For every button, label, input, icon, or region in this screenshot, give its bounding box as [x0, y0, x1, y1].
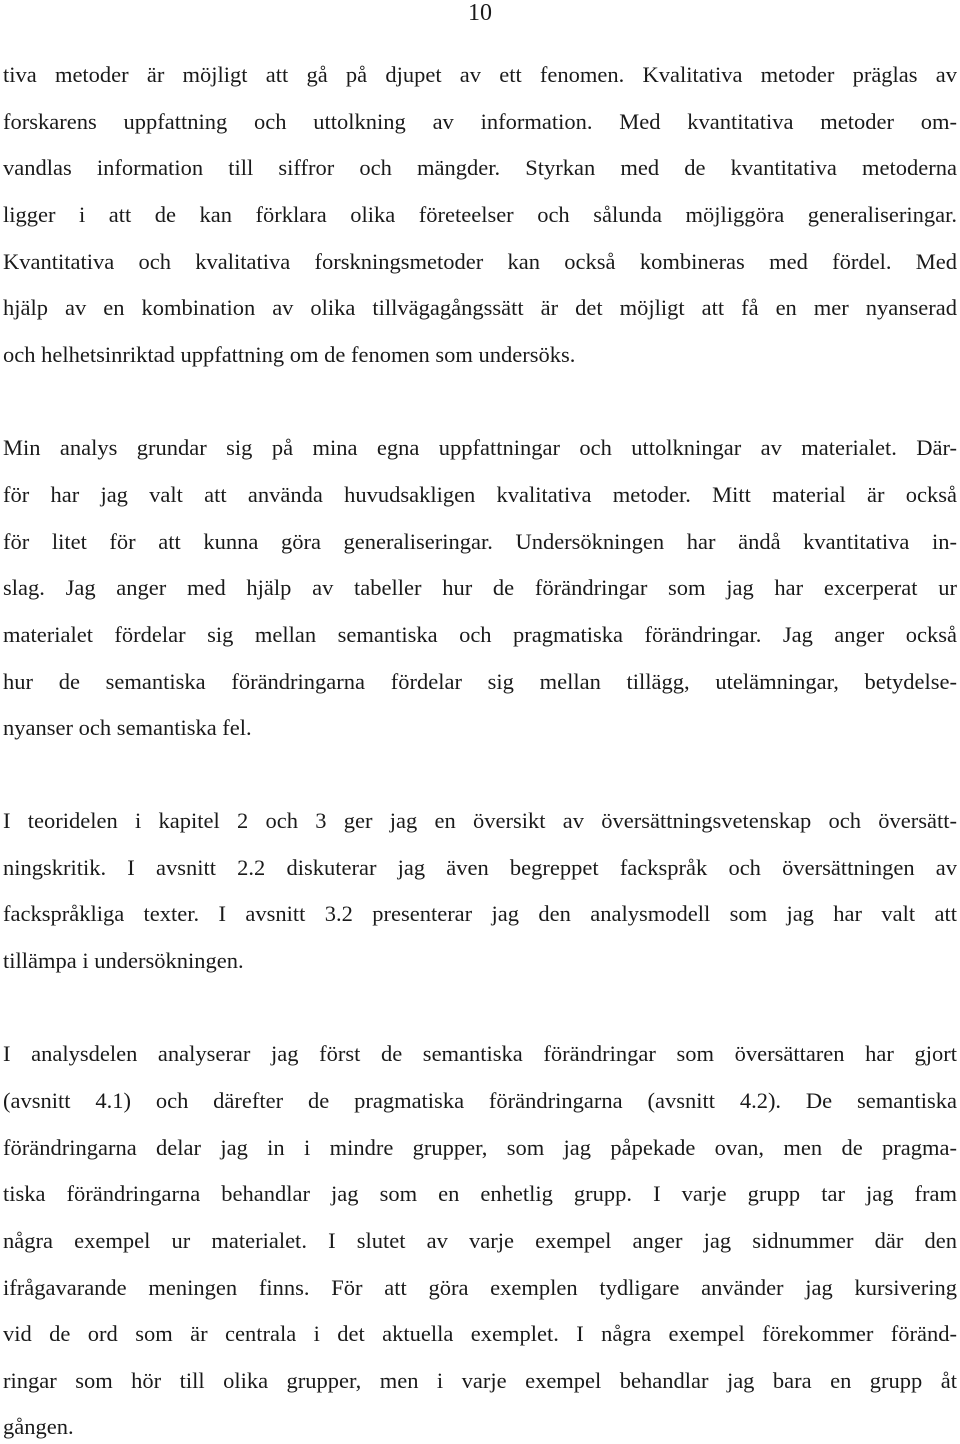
text-line: (avsnitt 4.1) och därefter de pragmatiska förändringarna (avsnitt 4.2). De semantiska: [3, 1088, 957, 1113]
text-line: för har jag valt att använda huvudsakligen kvalitativa metoder. Mitt material är också: [3, 482, 957, 507]
text-line: hjälp av en kombination av olika tillvägagångssätt är det möjligt att få en mer nyanserad: [3, 295, 957, 320]
text-line: hur de semantiska förändringarna fördelar sig mellan tillägg, utelämningar, betydelse-: [3, 669, 957, 694]
page-number: 10: [468, 0, 492, 26]
text-line: forskarens uppfattning och uttolkning av information. Med kvantitativa metoder om-: [3, 109, 957, 134]
text-line: vandlas information till siffror och mängder. Styrkan med de kvantitativa metoderna: [3, 155, 957, 180]
text-line: slag. Jag anger med hjälp av tabeller hur de förändringar som jag har excerperat ur: [3, 575, 957, 600]
text-line: I teoridelen i kapitel 2 och 3 ger jag en översikt av översättningsvetenskap och översätt-: [3, 808, 957, 833]
text-line: I analysdelen analyserar jag först de semantiska förändringar som översättaren har gjort: [3, 1041, 957, 1066]
text-line: ringar som hör till olika grupper, men i varje exempel behandlar jag bara en grupp åt: [3, 1368, 957, 1393]
text-line: tillämpa i undersökningen.: [3, 948, 244, 973]
text-line: fackspråkliga texter. I avsnitt 3.2 presenterar jag den analysmodell som jag har valt att: [3, 901, 957, 926]
text-line: Kvantitativa och kvalitativa forskningsmetoder kan också kombineras med fördel. Med: [3, 249, 957, 274]
text-line: ifrågavarande meningen finns. För att göra exemplen tydligare använder jag kursivering: [3, 1275, 957, 1300]
text-line: gången.: [3, 1414, 74, 1439]
text-line: vid de ord som är centrala i det aktuella exemplet. I några exempel förekommer föränd-: [3, 1321, 957, 1346]
text-line: tiska förändringarna behandlar jag som en enhetlig grupp. I varje grupp tar jag fram: [3, 1181, 957, 1206]
text-line: nyanser och semantiska fel.: [3, 715, 252, 740]
text-line: några exempel ur materialet. I slutet av varje exempel anger jag sidnummer där den: [3, 1228, 957, 1253]
text-line: tiva metoder är möjligt att gå på djupet av ett fenomen. Kvalitativa metoder präglas av: [3, 62, 957, 87]
text-line: för litet för att kunna göra generaliseringar. Undersökningen har ändå kvantitativa in-: [3, 529, 957, 554]
text-line: materialet fördelar sig mellan semantiska och pragmatiska förändringar. Jag anger också: [3, 622, 957, 647]
text-line: ligger i att de kan förklara olika företeelser och sålunda möjliggöra generaliseringar.: [3, 202, 957, 227]
text-line: ningskritik. I avsnitt 2.2 diskuterar jag även begreppet fackspråk och översättningen av: [3, 855, 957, 880]
text-line: Min analys grundar sig på mina egna uppfattningar och uttolkningar av materialet. Där-: [3, 435, 957, 460]
text-line: förändringarna delar jag in i mindre grupper, som jag påpekade ovan, men de pragma-: [3, 1135, 957, 1160]
text-line: och helhetsinriktad uppfattning om de fenomen som undersöks.: [3, 342, 576, 367]
